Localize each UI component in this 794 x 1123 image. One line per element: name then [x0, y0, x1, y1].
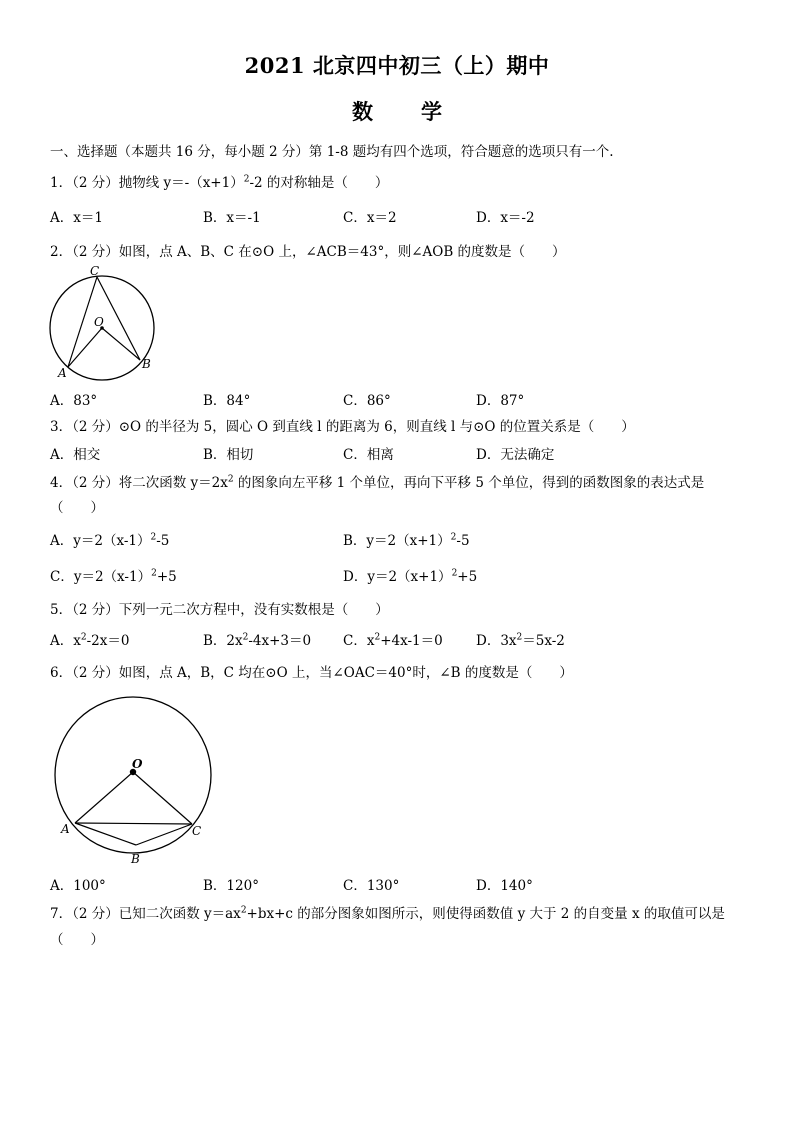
q1-option-a: A．x＝1	[50, 210, 103, 226]
q6-option-b: B．120°	[203, 878, 259, 894]
q5-option-a: A．$x^2-2x=0$	[50, 632, 130, 649]
q3-option-a: A．相交	[50, 447, 101, 463]
q4-option-a: A．$y=2(x-1)^2-5$	[50, 532, 170, 549]
q6-label-a: A	[61, 822, 70, 836]
q2-radius-oa	[68, 328, 102, 367]
q6-circle-figure	[44, 690, 224, 872]
question-3-stem: 3．（2 分）⊙O 的半径为 5，圆心 O 到直线 l 的距离为 6，则直线 l 与⊙O 的位置关系是（ ）	[50, 419, 635, 435]
q6-radius-oa	[75, 772, 133, 823]
question-7-stem: 7．（2 分）已知二次函数 $y=ax^2+bx+c$ 的部分图象如图所示，则使得函数值 y 大于 2 的自变量 x 的取值可以是	[50, 905, 725, 922]
q4-option-d: D．$y=2(x+1)^2+5$	[343, 568, 478, 585]
q3-option-d: D．无法确定	[476, 447, 555, 463]
q6-chord-ac	[75, 823, 192, 824]
q3-option-c: C．相离	[343, 447, 394, 463]
question-2-stem: 2．（2 分）如图，点 A、B、C 在⊙O 上，∠ACB＝43°，则∠AOB 的度数是（ ）	[50, 244, 566, 260]
q5-option-c: C．$x^2+4x-1=0$	[343, 632, 443, 649]
q6-label-o: O	[132, 757, 143, 771]
q2-option-a: A．83°	[50, 393, 98, 409]
q2-label-b: B	[142, 357, 151, 371]
q6-option-c: C．130°	[343, 878, 400, 894]
section-heading: 一、选择题（本题共 16 分，每小题 2 分）第 1-8 题均有四个选项，符合题意的选项只有一个.	[50, 144, 614, 160]
q1-option-b: B．x＝-1	[203, 210, 261, 226]
question-7-stem-cont: （ ）	[50, 932, 104, 948]
q6-chord-ab	[75, 823, 136, 845]
question-6-stem: 6．（2 分）如图，点 A，B，C 均在⊙O 上，当∠OAC＝40°时，∠B 的度数是（ ）	[50, 665, 573, 681]
q2-option-b: B．84°	[203, 393, 251, 409]
q5-option-d: D．$3x^2=5x-2$	[476, 632, 565, 649]
question-4-stem-cont: （ ）	[50, 500, 104, 516]
q6-option-d: D．140°	[476, 878, 533, 894]
question-5-stem: 5．（2 分）下列一元二次方程中，没有实数根是（ ）	[50, 602, 389, 618]
question-1-stem: 1．（2 分）抛物线 $y=-(x+1)^2-2$ 的对称轴是（ ）	[50, 174, 389, 191]
q2-chord-ca	[68, 277, 97, 367]
q2-label-a: A	[58, 366, 67, 380]
q2-label-o: O	[94, 315, 104, 329]
q2-option-c: C．86°	[343, 393, 391, 409]
q1-option-c: C．x＝2	[343, 210, 397, 226]
question-4-stem: 4．（2 分）将二次函数 $y=2x^2$ 的图象向左平移 1 个单位，再向下平移 5 个单位，得到的函数图象的表达式是	[50, 474, 705, 491]
q2-label-c: C	[90, 264, 100, 278]
q2-option-d: D．87°	[476, 393, 525, 409]
q2-radius-ob	[102, 328, 140, 360]
q4-option-b: B．$y=2(x+1)^2-5$	[343, 532, 470, 549]
q6-radius-oc	[133, 772, 192, 824]
subject-heading: 数学	[352, 99, 490, 124]
q6-label-c: C	[192, 824, 202, 838]
q5-option-b: B．$2x^2-4x+3=0$	[203, 632, 312, 649]
q3-option-b: B．相切	[203, 447, 254, 463]
q2-circle-figure	[44, 262, 164, 384]
exam-title: 2021 北京四中初三（上）期中	[244, 53, 550, 78]
q6-option-a: A．100°	[50, 878, 106, 894]
q4-option-c: C．$y=2(x-1)^2+5$	[50, 568, 177, 585]
q1-option-d: D．x＝-2	[476, 210, 535, 226]
q6-label-b: B	[131, 852, 140, 866]
